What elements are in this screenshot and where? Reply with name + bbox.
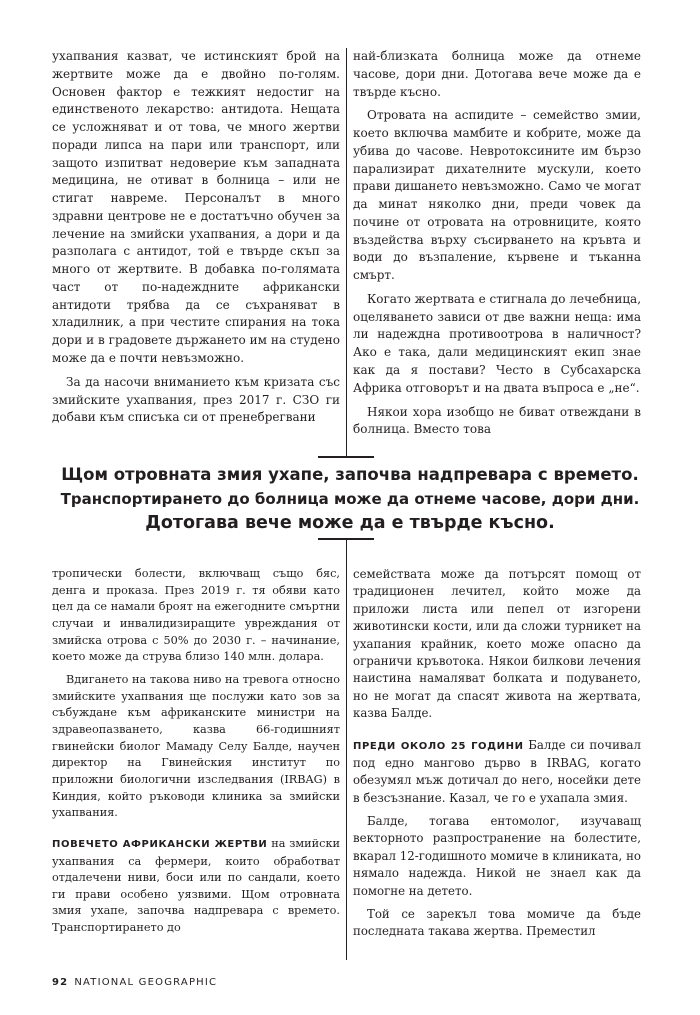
pullquote-rule-top [318, 456, 374, 458]
column-1 [52, 48, 340, 433]
column-3 [52, 566, 340, 943]
paragraph: За да насочи вниманието към кризата със змийските ухапвания, през 2017 г. СЗО ги добави към списъка си от пренебрегвани [52, 374, 340, 425]
paragraph: най-близката болница може да отнеме часове, дори дни. Дотогава вече може да е твърде късно. [353, 49, 641, 99]
paragraph: Отровата на аспидите – семейство змии, което включва мамбите и кобрите, може да убива до часове. Невротоксините им бързо парализират дихателните мускули, което прави дишането невъзможно. Само че могат да минат няколко дни, преди човек да почине от отровата на отровниците, която въздейства върху съсирването на кръвта и води до възпаление, кървене и тъканна смърт. [353, 108, 641, 283]
column-divider [346, 540, 347, 960]
paragraph: Когато жертвата е стигнала до лечебница, оцеляването зависи от две важни неща: има ли надеждна противоотрова в наличност? Ако е така, дали медицинският екип знае как да я постави? Често в Субсахарска Африка отговорът и на двата въпроса е „не“. [353, 291, 642, 395]
paragraph: Някои хора изобщо не биват отвеждани в болница. Вместо това [353, 404, 641, 437]
pull-quote-line: Транспортирането до болница може да отнеме часове, дори дни. [60, 490, 640, 508]
pull-quote-line: Щом отровната змия ухапе, започва надпревара с времето. [61, 465, 639, 484]
paragraph-text: Балде си почивал под едно мангово дърво в IRBAG, когато обезумял мъж дотичал до него, носейки дете в безсъзнание. Казал, че го е ухапала змия. [353, 737, 642, 805]
page-footer [52, 977, 217, 988]
magazine-name: NATIONAL GEOGRAPHIC [74, 977, 218, 988]
column-2 [353, 48, 641, 445]
pull-quote [60, 463, 640, 535]
paragraph: семействата може да потърсят помощ от традиционен лечител, който може да приложи листа или пепел от изгорени животински кости, или да сложи турникет на ухапания крайник, което може опасно да ограничи кръвотока. Някои билкови лечения наистина намаляват болката и подуването, но не могат да спасят живота на жертвата, казва Балде. [353, 567, 641, 721]
column-4 [353, 566, 641, 947]
pull-quote-line: Дотогава вече може да е твърде късно. [145, 513, 555, 533]
paragraph: Балде, тогава ентомолог, изучаващ векторното разпространение на болестите, вкарал 12-годишното момиче в клиниката, но нямало надежда. Никой не знаел как да помогне на детето. [353, 814, 641, 898]
paragraph [353, 737, 641, 808]
column-divider [346, 48, 347, 456]
section-lead-in: ПОВЕЧЕТО АФРИКАНСКИ ЖЕРТВИ [52, 838, 268, 850]
paragraph: тропически болести, включващ също бяс, денга и проказа. През 2019 г. тя обяви като цел да се намали броят на ежегодните смъртни случаи и инвалидизиращите увреждания от змийска отрова с 50% до 2030 г. – начинание, което може да струва близо 140 млн. долара. [52, 567, 340, 664]
paragraph-text: на змийски ухапвания са фермери, които обработват отдалечени ниви, боси или по сандали, което ги прави особено уязвими. Щом отровната змия ухапе, започва надпревара с времето. Транспортирането до [52, 836, 340, 935]
section-lead-in: ПРЕДИ ОКОЛО 25 ГОДИНИ [353, 740, 524, 752]
page-number: 92 [52, 977, 69, 988]
paragraph [52, 836, 340, 937]
paragraph: Вдигането на такова ниво на тревога относно змийските ухапвания ще послужи като зов за събуждане към африканските министри на здравеопазването, казва 66-годишният гвинейски биолог Мамаду Селу Балде, научен директор на Гвинейския институт по приложни биологични изследвания (IRBAG) в Киндия, който ръководи клиника за змийски ухапвания. [52, 672, 340, 820]
paragraph: ухапвания казват, че истинският брой на жертвите може да е двойно по-голям. Основен фактор е тежкият недостиг на единственото лекарство: антидота. Нещата се усложняват и от това, че много жертви поради липса на пари или транспорт, или защото изпитват недоверие към западната медицина, не отиват в болница – или не стигат навреме. Персоналът в много здравни центрове не е достатъчно обучен за лечение на змийски ухапвания, а дори и да разполага с антидот, той е твърде скъп за много от жертвите. В добавка по-голямата част от по-надеждните африкански антидоти трябва да се съхраняват в хладилник, а при честите спирания на тока дори и в градовете държането им на студено може да е почти невъзможно. [52, 49, 340, 366]
paragraph: Той се зарекъл това момиче да бъде последната такава жертва. Преместил [353, 907, 641, 939]
